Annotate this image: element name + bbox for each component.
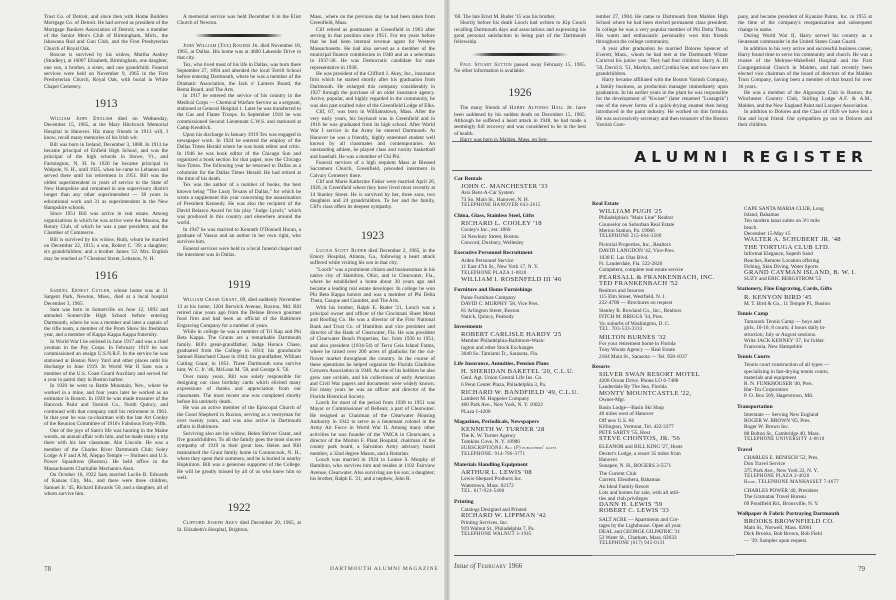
register-listing [592, 405, 732, 442]
listing-line: Cooley's Inc., est. 1860 [461, 227, 511, 234]
obit-paragraph: Trust Co. of Detroit, and since then with Home Builders Mortgage Co. of Detroit. He had served as president of the Mortgage Bankers Association of Detroit, was a member of the Senior Men's Club of Birmingham, Mich., the Ishawana Rod and Gun Club, and the First Presbyterian Church of Royal Oak. [44, 14, 168, 52]
register-bottom-rule [736, 554, 876, 555]
listing-line: Pictorial Properties, Inc., Realtors [599, 242, 671, 249]
listing-line: ties and club privileges [599, 495, 648, 502]
listing-line: SILVER SWAN RESORT MOTEL [599, 371, 700, 379]
listing-line: 11 East 47th St., New York 17, N. Y. [461, 264, 539, 271]
listing-line: DEAL and GEORGE GILPATRIC '31 [599, 528, 681, 535]
listing-line: Avis Rent-A-Car System [461, 190, 514, 197]
listing-line: Member Philadelphia-Baltimore-Wash- [461, 338, 545, 345]
listing-line: Home, TELEPHONE MANHASSET 7-4677 [744, 479, 839, 485]
left-column-2: A memorial service was held December 6 in the Eliot Church of Newton. John William (Tex) Rogers Jr. died November 18, 1965, at Dallas. His home was at 4600 Lakeside Drive in that city. Tex, who lived most of his life in Dallas, was born there September 27, 1894 and attended the local Terrill School before entering Dartmouth, where he was a member of the Dramatic Association, the Jack o' Lantern Board, the Bema Board, and The Arts. In 1917 he entered the service of his country in the Medical Corps — Chemical Warfare Service as a sergeant, stationed at General Hospital 1. Later he was transferred to the Gas and Flame Troops. In September 1918 he was commissioned Second Lieutenant C.W.S. and stationed at Camp Kendrick. Upon his discharge in January 1919 Tex was engaged in newspaper work. In 1924 he entered the employ of the Dallas Times Herald where he was book editor and critic. In 1946 he was book editor of the Chicago Sun and organized a book section for that paper, now the Chicago Sun-Times. The following year he returned to Dallas as a columnist for the Dallas Times Herald. He had retired at the time of his death. Tex was the author of a number of books, the best known being "The Lusty Texans of Dallas," for which he wrote a supplement this year concerning the assassination of President Kennedy. He was also the recipient of the David Belasco Award for his play "Judge Lynch," which was produced in this country and elsewhere around the world. In 1947 he was married to Kenneth O'Donnell Horan, a graduate of Vassar and an author in her own right, who survives him. Funeral services were held in a local funeral chapel and the interment was in Dallas. 1919 William Chase Grant, 69, died suddenly November 13 at his home, 1204 Berwick Avenue, Ruxton, Md. Bill retired nine years ago from the Delane Brown gourmet food firm and had been an official of the Baltimore Engraving Company for a number of years. While in college he was a member of Tri Kap and Phi Beta Kappa. The Grants are a remarkable Dartmouth family. Bill's great-grandfather, Judge Horace Chase, graduated from the College in 1814; his granduncle Samuel Blanchard Chase in 1844; his grandfather, William Cutting Grant, in 1851. Three Dartmouth sons survive him: W. C. Jr. '46, McLean M. '50, and George S. '56. Over many years, Bill was solely responsible for designing our class birthday cards which elicited many expressions of thanks and appreciation from our classmates. The most recent one was completed shortly before his untimely death. He was an active member of the Episcopal Church of the Good Shepherd in Ruxton, serving as a vestryman for over twenty years, and was also active in Dartmouth affairs in Baltimore. Surviving also are his widow, Helen Shriver Grant, and five grandchildren. To all the family goes the most sincere sympathy of 1919 in their great loss. Helen and Bill maintained the Grant family home in Contoocook, N. H., where they spent their summers, and he is buried in nearby Hopkinton. Bill was a generous supporter of the College. He will be greatly missed by all of us who knew him so well. 1922 Clifford Joseph Akey died December 20, 1965, at St. Elizabeth's Hospital, Brighton, [177, 14, 302, 533]
obit-paragraph: Bill is survived by his widow, Ruth, whom he married on December 22, 1915; a son, Robert C. '39; a daughter; six grandchildren; and a brother James '12. Mrs. English may be reached at 7 Chestnut Street, Lebanon, N. H. [44, 236, 168, 262]
listing-line: Va. suburbs of Washington, D. C. [599, 320, 670, 327]
listing-line: Tennis court construction of all types — [744, 362, 830, 369]
obit-paragraph: While in college he was a member of Tri Kap and Phi Beta Kappa. The Grants are a remarkable Dartmouth family. Bill's great-grandfather, Judge Horace Chase, graduated from the College in 1814; his granduncle Samuel Blanchard Chase in 1844; his grandfather, William Cutting Grant, in 1851. Three Dartmouth sons survive him: W. C. Jr. '46, McLean M. '50, and George S. '56. [177, 329, 301, 374]
listing-line: TED FRANKENBACH '52 [599, 280, 679, 288]
register-listing [737, 519, 877, 544]
obit-paragraph: Clif and Marie Katherine Fisher were married April 26, 1926, in Greenfield where they have lived most recently at 14 Stanley Street. He is survived by her, three sons, two daughters and 24 grandchildren. To her and the family, Clif's class offers its deepest sympathy. [310, 178, 435, 211]
register-listing [454, 184, 590, 209]
register-listing [454, 470, 590, 495]
listing-line: ROBERT CARLISLE HARDY '25 [461, 331, 562, 339]
obit-paragraph: Funeral services of a high requiem Mass at Blessed Sacrament Church, Greenfield, preceded interment in Calvary Cemetery there. [310, 159, 435, 179]
deceased-name: Paul Stuart Sutton [460, 61, 512, 68]
register-category-heading: Transportation [737, 403, 773, 410]
register-listing [592, 517, 732, 548]
register-title-rule [452, 170, 872, 171]
listing-line: Concord, Duxbury, Wellesley [461, 239, 524, 246]
listing-line: MONTY MOUNTCASTLE '22, [599, 389, 692, 397]
listing-line: The K. W. Turner Agency [461, 433, 516, 440]
listing-line: 1038 E. Las Olas Blvd. [599, 254, 649, 261]
register-listing [592, 444, 732, 469]
listing-line: Competent, complete real estate service [599, 267, 684, 274]
register-category-heading: Investments [454, 324, 483, 331]
listing-line: SUZY and ERIC BERGSTROM '55 [744, 276, 822, 283]
listing-line: Lambert M. Huppeler Company [461, 396, 530, 403]
register-top-rule [452, 141, 872, 142]
register-listing [592, 275, 732, 306]
register-listing [454, 332, 590, 357]
register-listing [737, 455, 877, 486]
register-listing [737, 412, 877, 443]
deceased-name: Lucius Scott Ruder [316, 247, 367, 254]
listing-line: An Ideal Family Resort [599, 483, 649, 490]
listing-line: Write JACK KENNEY '37, for folder. [744, 337, 825, 344]
listing-line: TELEPHONE: 914-786-3771 [461, 451, 526, 457]
section-divider [472, 53, 568, 56]
listing-line: 919 Walnut St., Philadelphia 7, Pa. [461, 525, 535, 532]
obit-paragraph: He was a member of the Algonquin Club in Boston, the Winchester Country Club, Stirling Lodge A.F. & A.M., Malden, and the New England Paint and Lacquer Association. [738, 90, 872, 109]
listing-line: Har-Tru Corporation [744, 387, 788, 394]
listing-line: Island, Bahamas [744, 212, 780, 219]
listing-line: TELEPHONE UNIVERSITY 4-8610 [744, 436, 825, 442]
class-year-heading: 1923 [361, 229, 384, 242]
listing-line: Lauderdale By The Sea, Florida [599, 384, 667, 391]
listing-line: WALTER A. SCHUBERT JR. '48 [744, 236, 841, 244]
register-listing [454, 390, 590, 415]
register-category-heading: Materials Handling Equipment [454, 461, 528, 468]
register-listing [592, 335, 732, 360]
listing-line: ROGER W. BROWN '05, Pres. [744, 418, 811, 425]
page-number: 78 [44, 565, 51, 573]
register-listing [454, 507, 590, 538]
obit-paragraph: Shortly before his death Looch had written to Kip Couch recalling Dartmouth days and associations and expressing his great personal satisfaction in being part of the Dartmouth fellowship. [454, 20, 586, 46]
register-category-heading: Printing [454, 498, 474, 505]
listing-line: December 15-May 15 [744, 230, 791, 237]
listing-line: Franconia, New Hampshire [744, 344, 803, 351]
register-column-3 [737, 204, 877, 544]
obit-paragraph: Clif, 67, was born in Williamstown, Mass. After the very early years, his boyhood was in Greenfield and in 1916 he was graduated from its high school. After World War I service in the Army he entered Dartmouth. At Hanover he was a friendly, highly esteemed student well known by all classmates and contemporaries. An outstanding athlete, he played class and varsity basketball and baseball. He was a member of Chi Phi. [310, 109, 435, 160]
listing-line: Realtors and Insurors [599, 287, 645, 294]
deceased-name: William Chase Grant [183, 297, 238, 304]
listing-line: CHARLES POWER '40, President [744, 488, 818, 495]
register-listing [592, 242, 732, 273]
listing-line: ROBERT C. LEWIS '33 [599, 507, 670, 515]
listing-line: Killington, Vermont, Tel. 422-3377 [599, 423, 674, 430]
register-category-heading: Tennis Courts [737, 354, 770, 361]
register-category-heading: Travel [737, 446, 753, 453]
listing-line: Natick, Quincy, Peabody [461, 313, 514, 320]
left-column-3: Mass., where on the previous day he had been taken from Greenfield, Mass. Clif retired as postmaster at Greenfield in 1963 after serving in that position since 1951. For ten years before that he had been internal revenue agent for Western Massachusetts. He had also served as a member of the municipal finance commission in 1940 and as a selectman in 1937-38. He was Democratic candidate for state representative in 1938. He was president of the Clifford J. Akey, Inc., insurance firm which he started shortly after his graduation from Dartmouth. He enlarged this company considerably in 1927 through the purchase of an older insurance agency. Active, popular, and highly regarded in the community, he was also past exalted ruler of the Greenfield Lodge of Elks. Clif, 67, was born in Williamstown, Mass. After the very early years, his boyhood was in Greenfield and in 1916 he was graduated from its high school. After World War I service in the Army he entered Dartmouth. At Hanover he was a friendly, highly esteemed student well known by all classmates and contemporaries. An outstanding athlete, he played class and varsity basketball and baseball. He was a member of Chi Phi. Funeral services of a high requiem Mass at Blessed Sacrament Church, Greenfield, preceded interment in Calvary Cemetery there. Clif and Marie Katherine Fisher were married April 26, 1926, in Greenfield where they have lived most recently at 14 Stanley Street. He is survived by her, three sons, two daughters and 24 grandchildren. To her and the family, Clif's class offers its deepest sympathy. 1923 Lucius Scott Ruder died December 2, 1965, in the Emory Hospital, Atlanta, Ga., following a heart attack suffered while visiting his son in that city. "Looch" was a prominent citizen and businessman in his native city of Hamilton, Ohio, and in Clearwater, Fla., where he established a home about 30 years ago and became a leading real estate developer. In college he won Phi Beta Kappa honors and was a member of Phi Delta Theta, Casque and Gauntlet, and The Arts. With his brother, Ralph E. Ruder '21, Looch was a principal owner and officer of the Cincinnati Sheet Metal and Roofing Co. He was a director of the First National Bank and Trust Co. of Hamilton and vice president and director of the Bank of Clearwater, Fla. He was president of Clearwater Beach Properties, Inc. from 1936 to 1951, and also president (1934-54) of Terra Ceia Island Farms, where he raised over 200 acres of gladiolus for the cut-flower market throughout the country. In the course of these operations he helped organize the Florida Gladiolus Growers Association in 1940. As one of his hobbies he also grew rare orchids, and his collections of early American and Civil War papers and documents were widely known. For many years he was an officer and director of the Florida Historical Society. Looch for most of the period from 1938 to 1951 was Mayor or Commissioner of Belleair, a part of Clearwater. He resigned as Chairman of the Clearwater Housing Authority in 1942 to serve as a lieutenant colonel in the Army Air Force in World War II. Among many other activities he was founder of the YMCA in Clearwater, a director of the Morton F. Plant Hospital, chairman of the county park board, a Salvation Army advisory board member, a 32nd degree Mason, and a Rotarian. Looch was married in 1924 to Louise S. Murphy of Hamilton, who survives him and resides at 1102 Fairview Avenue, Clearwater. Also surviving are his son; a daughter; his brother, Ralph E. '21; and a nephew, John R. [310, 14, 436, 483]
section-divider [195, 34, 283, 37]
obit-paragraph: pany, and became president of Kyanize Paints, Inc. in 1955 at the time of the company's reorganization and subsequent change in name. [738, 14, 872, 33]
right-column-3 [738, 14, 872, 128]
listing-line: Basin Lodge—Basin Ski Shop [599, 405, 664, 412]
listing-line: 40 miles west of Hanover [599, 411, 654, 418]
listing-line: 53 Water St., Chatham, Mass. 02633 [599, 535, 677, 542]
register-listing [737, 319, 877, 350]
class-year-heading: 1913 [94, 98, 118, 111]
listing-line: R. N. FUNKHOUSER '40, Pres. [744, 381, 813, 388]
listing-line: DAVID LANGDON '42, Vice-Pres. [599, 248, 675, 255]
listing-line: THE TORTUGA CLUB LTD. [744, 244, 831, 252]
listing-line: STEVE CHONTOS, JR. '56 [599, 435, 681, 443]
listing-line: 69 Pondfield Rd., Bronxville, N. Y. [744, 500, 819, 507]
register-listing [454, 295, 590, 320]
listing-line: 2184 Main St., Sarasota — Tel. 958-1037 [599, 353, 688, 360]
register-category-heading: Real Estate [592, 201, 619, 207]
listing-line: The Current Club [599, 471, 637, 478]
deceased-name: William John English [50, 116, 113, 123]
obit-paragraph: Clif retired as postmaster at Greenfield in 1963 after serving in that position since 1951. For ten years before that he had been internal revenue agent for Western Massachusetts. He had also served as a member of the municipal finance commission in 1940 and as a selectman in 1937-38. He was Democratic candidate for state representative in 1938. [310, 26, 435, 71]
right-column-1: '60. The late Ernst M. Ruder '15 was his brother. Shortly before his death Looch had written to Kip Couch recalling Dartmouth days and associations and expressing his great personal satisfaction in being part of the Dartmouth fellowship. Paul Stuart Sutton passed away February 15, 1965. No other information is available. 1926 The many friends of Harry Alfonso Hall Jr. have been saddened by his sudden death on December 15, 1965. Although he suffered a heart attack in 1948, he had made a seemingly full recovery and was considered to be in the best of health. [454, 14, 586, 143]
listing-line: 88 Bolton St., Cambridge 40, Mass. [744, 430, 821, 437]
class-year-heading: 1916 [94, 270, 118, 283]
register-title: ALUMNI REGISTER [634, 148, 868, 166]
obit-paragraph: In 1947 he was married to Kenneth O'Donnell Horan, a graduate of Vassar and an author in her own right, who survives him. [177, 226, 301, 246]
deceased-name: Harry Alfonso Hall Jr. [509, 105, 574, 112]
listing-line: TEL. 617-924-5400 [461, 488, 505, 494]
listing-line: 232-4700 — Brochures on request [599, 300, 673, 307]
listing-line: TELEPHONE HANOVER 643-2615 [461, 202, 541, 208]
register-column-2 [592, 197, 732, 548]
register-category-heading: Car Rentals [454, 176, 483, 182]
listing-line: TELEPHONE WALNUT 3-1945 [461, 531, 532, 537]
issue-date-footer: Issue of February 1966 [454, 562, 523, 570]
listing-line: Philadelphia's "Main Line" Realtor [599, 215, 674, 222]
listing-line: 4208 Ocean Drive. Phone LO 6-7488 [599, 378, 679, 385]
listing-line: Tamarack Tennis Camp — boys and [744, 319, 821, 326]
register-listing [592, 209, 732, 240]
deceased-name: John William (Tex) Rogers Jr. [183, 42, 259, 49]
obit-paragraph: Upon his discharge in January 1919 Tex was engaged in newspaper work. In 1924 he entered the employ of the Dallas Times Herald where he was book editor and critic. In 1946 he was book editor of the Chicago Sun and organized a book section for that paper, now the Chicago Sun-Times. The following year he returned to Dallas as a columnist for the Dallas Times Herald. He had retired at the time of his death. [177, 131, 301, 182]
obit-paragraph: "Looch" was a prominent citizen and businessman in his native city of Hamilton, Ohio, and in Clearwater, Fla., where he established a home about 30 years ago and became a leading real estate developer. In college he won Phi Beta Kappa honors and was a member of Phi Delta Theta, Casque and Gauntlet, and The Arts. [310, 266, 435, 305]
register-listing [454, 369, 590, 388]
page-number: 79 [858, 565, 865, 573]
register-category-heading: Magazines, Periodicals, Newspapers [454, 418, 539, 425]
listing-line: FITCH M. BRIGGS '34, Pres. [599, 314, 664, 321]
listing-line: WILLIAM PUGH '25 [599, 208, 663, 216]
obit-paragraph: '60. The late Ernst M. Ruder '15 was his brother. [454, 14, 556, 20]
obit-paragraph: Since 1951 Bill was active in real estate. Among organizations in which he was active were the Masons, the Rotary Club, of which he was a past president, and the Chamber of Commerce. [44, 211, 168, 237]
obit-paragraph: Harry became affiliated with the Boston Varnish Company, a family business, as production manager immediately upon graduation. In his earlier years in the plant he was responsible for the development of "Kwiset" (later renamed "Lustagrik") one of the newer forms of a quick-drying enamel then being introduced in the paint industry. He worked on this formula. He was successively secretary and then treasurer of the Boston Varnish Com- [596, 77, 728, 128]
register-category-heading: Wallpaper & Fabric Portraying Dartmouth [737, 510, 840, 517]
listing-line: Stanley R. Rowland Co., Inc., Realtors [599, 308, 682, 315]
listing-line: P. O. Box 569, Hagerstown, Md. [744, 393, 814, 400]
obit-paragraph: Funeral services were held in a local funeral chapel and the interment was in Dallas. [177, 245, 301, 259]
listing-line: specializing in fast-drying tennis courts, [744, 368, 829, 375]
listing-line: Tomkins Cove, N. Y. 10986 [461, 439, 520, 446]
register-listing [737, 206, 877, 243]
register-listing [592, 308, 732, 333]
listing-line: Main St., Norwell, Mass. 02061 [744, 525, 812, 532]
listing-line: 81 Arlington Street, Boston [461, 307, 520, 314]
listing-line: Paine Furniture Company [461, 295, 516, 302]
listing-line: CAPE SANTA MARIA CLUB, Long [744, 206, 824, 212]
obit-paragraph: Over many years, Bill was solely responsible for designing our class birthday cards which elicited many expressions of thanks and appreciation from our classmates. The most recent one was completed shortly before his untimely death. [177, 373, 301, 405]
listing-line: For your retirement home in Florida [599, 341, 676, 348]
register-bottom-rule [592, 555, 735, 556]
obit-paragraph: Mass., where on the previous day he had been taken from Greenfield, Mass. [310, 14, 435, 27]
listing-line: Merion Station, Pa. 19066 [599, 227, 655, 234]
listing-line: Lots and homes for sale, with all utili- [599, 489, 680, 496]
obit-paragraph: Surviving also are his widow, Helen Shriver Grant, and five grandchildren. To all the family goes the most sincere sympathy of 1919 in their great loss. Helen and Bill maintained the Grant family home in Contoocook, N. H., where they spent their summers, and he is buried in nearby Hopkinton. Bill was a generous supporter of the College. He will be greatly missed by all of us who knew him so well. [177, 430, 301, 481]
obit-paragraph: In 1917 he entered the service of his country in the Medical Corps — Chemical Warfare Service as a sergeant, stationed at General Hospital 1. Later he was transferred to the Gas and Flame Troops. In September 1918 he was commissioned Second Lieutenant C.W.S. and stationed at Camp Kendrick. [177, 93, 301, 132]
obit-paragraph: Looch for most of the period from 1938 to 1951 was Mayor or Commissioner of Belleair, a part of Clearwater. He resigned as Chairman of the Clearwater Housing Authority in 1942 to serve as a lieutenant colonel in the Army Air Force in World War II. Among many other activities he was founder of the YMCA in Clearwater, a director of the Morton F. Plant Hospital, chairman of the county park board, a Salvation Army advisory board member, a 32nd degree Mason, and a Rotarian. [310, 399, 435, 457]
obit-paragraph: Bill was born in Ireland, December 3, 1888. In 1913 he became principal of Enfield High School, and was the principal of the high schools in Stowe, Vt., and Farmington, N. H. In 1920 he became principal in Walpole, N. H., until 1925, when he came to Lebanon and served there until his retirement in 1951. Bill was the oldest superintendent in years of service to the State of New Hampshire and remained in one supervisory district longer than any other superintendent — 38 years in educational work and 31 as superintendent in the New Hampshire schools. [44, 141, 168, 211]
deceased-name: Clifford Joseph Akey [183, 520, 238, 527]
listing-line: RICHARD L. COOLEY '18 [461, 220, 542, 228]
register-listing [737, 295, 877, 307]
obit-paragraph: One of the joys of Sam's life was hunting in the Maine woods, an annual affair with him, and he made many a trip there with his late classmate, Abe Lincoln. He was a member of the Charles River Dartmouth Club; Soley Lodge A F and A M, Aleppo Temple — Shriners and U.S. Power Squadrons (Boston). He held office in the Massachusetts Charitable Mechanics Assn. [44, 427, 168, 472]
listing-line: KENNETH W. TURNER '28 [461, 425, 545, 433]
obit-paragraph: A memorial service was held December 6 in the Eliot Church of Newton. [177, 14, 301, 27]
listing-line: Catalogs Designed and Printed [461, 507, 527, 514]
register-listing [592, 372, 732, 403]
listing-line: struction; July or August sessions. [744, 331, 817, 338]
listing-line: beach. [744, 224, 758, 231]
register-bottom-rule [454, 555, 594, 556]
obit-paragraph: Tex was the author of a number of books, the best known being "The Lusty Texans of Dallas," for which he wrote a supplement this year concerning the assassination of President Kennedy. He was also the recipient of the David Belasco Award for his play "Judge Lynch," which was produced in this country and elsewhere around the world. [177, 182, 301, 227]
listing-line: Fishing, Skin Diving, Water Sports [744, 263, 819, 270]
obit-paragraph: He was an active member of the Episcopal Church of the Good Shepherd in Ruxton, serving as a vestryman for over twenty years, and was also active in Dartmouth affairs in Baltimore. [177, 405, 301, 431]
obit-paragraph: Roscoe is survived by his widow, Martha Audrey (Stradley), at 16007 Elizabeth, Birmingham, one daughter, one son, a brother, a sister, and one grandchild. Funeral services were held on November 9, 1965 in the First Presbyterian Church, Royal Oak, with burial in White Chapel Cemetery. [44, 52, 168, 90]
obit-paragraph: With his brother, Ralph E. Ruder '21, Looch was a principal owner and officer of the Cincinnati Sheet Metal and Roofing Co. He was a director of the First National Bank and Trust Co. of Hamilton and vice president and director of the Bank of Clearwater, Fla. He was president of Clearwater Beach Properties, Inc. from 1936 to 1951, and also president (1934-54) of Terra Ceia Island Farms, where he raised over 200 acres of gladiolus for the cut-flower market throughout the country. In the course of these operations he helped organize the Florida Gladiolus Growers Association in 1940. As one of his hobbies he also grew rare orchids, and his collections of early American and Civil War papers and documents were widely known. For many years he was an officer and director of the Florida Historical Society. [310, 304, 435, 400]
obit-paragraph: Sam was born in Somerville on June 12, 1892 and attended Somerville High School before entering Dartmouth, where he was a member and later a captain of the rifle team, a member of the Prom Show his freshman year, and a member of Kappa Kappa Kappa fraternity. [44, 307, 168, 339]
register-listing [737, 488, 877, 507]
listing-line: 73 So. Main St., Hanover, N. H. [461, 196, 530, 203]
register-category-heading: Life Insurance, Annuities, Pension Plans [454, 361, 549, 368]
listing-line: Current, Eleuthera, Bahamas [599, 477, 661, 484]
listing-line: MILTON BURNES '32 [599, 334, 667, 342]
register-category-heading: Executive Personnel Recruitment [454, 250, 533, 257]
listing-line: H. SHERIDAN BAKETEL '20, C.L.U. [461, 368, 574, 376]
listing-line: Don Travel Service [744, 461, 786, 468]
listing-line: CHARLES E. BENISCH '52, Pres. [744, 455, 819, 462]
deceased-name: Samuel Ernest Cutler [50, 288, 110, 295]
listing-line: 6 Penn Center Plaza, Philadelphia 3, Pa. [461, 381, 547, 388]
register-listing [592, 471, 732, 514]
left-page [0, 0, 446, 600]
listing-line: 3640 So. Tamiami Tr., Sarasota, Fla. [461, 350, 539, 357]
listing-line: Hanover [599, 456, 618, 463]
listing-line: Watertown, Mass. 02172 [461, 482, 514, 489]
register-listing [737, 245, 877, 282]
listing-line: Tony Woods Agency — Real Estate [599, 347, 676, 354]
listing-line: tages by the Lighthouse. Open all year. [599, 522, 682, 529]
listing-line: Lewis-Shepard Products Inc. [461, 476, 523, 483]
right-column-2 [596, 14, 728, 128]
listing-line: RICHARD W. LIPPMAN '42 [461, 512, 547, 520]
listing-line: Dick Brooks, Bob Brown, Bob Field [744, 531, 822, 538]
listing-line: 400 Park Ave., New York, N. Y. 10022 [461, 402, 543, 409]
obit-paragraph: In 1920 he went to Battle Mountain, Nev., where he worked in a mine, and four years later he worked as an estimator in Boston. In 1928 he was made treasurer of the Hancock Paint and Varnish Co., North Quincy, and continued with that company until his retirement in 1961. In that year he was co-chairman with the late Art Conley of the Reunion Committee of 1916's Fabulous Forty-Fifth. [44, 383, 168, 428]
register-listing [737, 362, 877, 399]
listing-line: ington and other Stock Exchanges [461, 344, 534, 351]
register-listing [454, 427, 590, 458]
magazine-name-footer: DARTMOUTH ALUMNI MAGAZINE [330, 566, 439, 572]
listing-line: DANN H. LEWIS '59 [599, 501, 663, 509]
register-category-heading: Stationery, Fine Engraving, Cards, Gifts [737, 286, 832, 293]
listing-line: Off new U.S. #4 [599, 417, 634, 424]
obit-paragraph: In World War I he enlisted in June 1917 and was a chief yeoman in the Pay Corps. In February 1919 he was commissioned an ensign U.S.N.R.F. In the service he was stationed at Boston Navy Yard and other places until his discharge in June 1919. In World War II Sam was a member of the U.S. Coast Guard Auxiliary and served for a year in patrol duty in Boston harbor. [44, 338, 168, 383]
listing-line: TELEPHONE (617) 945-0131 [599, 541, 666, 547]
listing-line: Ten modern lanai suites on 3½ mile [744, 218, 820, 225]
listing-line: PLaza 1-4200 [461, 408, 491, 415]
listing-line: materials and equipment [744, 374, 797, 381]
left-column-1: Trust Co. of Detroit, and since then with Home Builders Mortgage Co. of Detroit. He had served as president of the Mortgage Bankers Association of Detroit, was a member of the Senior Men's Club of Birmingham, Mich., the Ishawana Rod and Gun Club, and the First Presbyterian Church of Royal Oak. Roscoe is survived by his widow, Martha Audrey (Stradley), at 16007 Elizabeth, Birmingham, one daughter, one son, a brother, a sister, and one grandchild. Funeral services were held on November 9, 1965 in the First Presbyterian Church, Royal Oak, with burial in White Chapel Cemetery. 1913 William John English died on Wednesday, December 15, 1965, at the Mary Hitchcock Memorial Hospital in Hanover. His many friends in 1913 will, I know, recall many memories of his Irish wit. Bill was born in Ireland, December 3, 1888. In 1913 he became principal of Enfield High School, and was the principal of the high schools in Stowe, Vt., and Farmington, N. H. In 1920 he became principal in Walpole, N. H., until 1925, when he came to Lebanon and served there until his retirement in 1951. Bill was the oldest superintendent in years of service to the State of New Hampshire and remained in one supervisory district longer than any other superintendent — 38 years in educational work and 31 as superintendent in the New Hampshire schools. Since 1951 Bill was active in real estate. Among organizations in which he was active were the Masons, the Rotary Club, of which he was a past president, and the Chamber of Commerce. Bill is survived by his widow, Ruth, whom he married on December 22, 1915; a son, Robert C. '39; a daughter; six grandchildren; and a brother James '12. Mrs. English may be reached at 7 Chestnut Street, Lebanon, N. H. 1916 Samuel Ernest Cutler, whose home was at 31 Sargent Park, Newton, Mass., died at a local hospital December 3, 1965. Sam was born in Somerville on June 12, 1892 and attended Somerville High School before entering Dartmouth, where he was a member and later a captain of the rifle team, a member of the Prom Show his freshman year, and a member of Kappa Kappa Kappa fraternity. In World War I he enlisted in June 1917 and was a chief yeoman in the Pay Corps. In February 1919 he was commissioned an ensign U.S.N.R.F. In the service he was stationed at Boston Navy Yard and other places until his discharge in June 1919. In World War II Sam was a member of the U.S. Coast Guard Auxiliary and served for a year in patrol duty in Boston harbor. In 1920 he went to Battle Mountain, Nev., where he worked in a mine, and four years later he worked as an estimator in Boston. In 1928 he was made treasurer of the Hancock Paint and Varnish Co., North Quincy, and continued with that company until his retirement in 1961. In that year he was co-chairman with the late Art Conley of the Reunion Committee of 1916's Fabulous Forty-Fifth. One of the joys of Sam's life was hunting in the Maine woods, an annual affair with him, and he made many a trip there with his late classmate, Abe Lincoln. He was a member of the Charles River Dartmouth Club; Soley Lodge A F and A M, Aleppo Temple — Shriners and U.S. Power Squadrons (Boston). He held office in the Massachusetts Charitable Mechanics Assn. On October 16, 1922 Sam married Lucile B. Edwards of Kansas City, Mo., and there were three children, Samuel Jr. '45, Richard Edwards '50, and a daughter, all of whom survive him. [44, 14, 168, 498]
listing-line: RICHARD W. BANDFIELD '49, C.L.U. [461, 388, 579, 396]
listing-line: Beaches, Remote Location offering [744, 257, 820, 264]
listing-line: The Gramatan Travel Bureau [744, 494, 806, 501]
listing-line: R. KENYON BIRD '45 [744, 293, 812, 301]
listing-line: TELEPHONE PLAZA 1-0820 [461, 270, 527, 276]
listing-line: Ft. Lauderdale, Fla. 522-2826 [599, 260, 663, 267]
class-year-heading: 1922 [227, 502, 251, 515]
obit-paragraph: In addition to his very active and successful business career, Harry found time to serve his community and church. He was a trustee of the Melrose-Wakefield Hospital and the First Congregational Church in Malden, and had recently been elected vice chairman of the board of directors of the Malden Trust Company, having been a member of that board for over 36 years. [738, 45, 872, 90]
listing-line: 375 Park Ave., New York 22, N. Y. [744, 467, 818, 474]
obit-paragraph: During World War II, Harry served his country as a lieutenant commander in the United States Coast Guard. [738, 33, 872, 46]
listing-line: Printing Services, Inc. [461, 519, 509, 526]
obit-paragraph: He was president of the Clifford J. Akey, Inc., insurance firm which he started shortly after his graduation from Dartmouth. He enlarged this company considerably in 1927 through the purchase of an older insurance agency. Active, popular, and highly regarded in the community, he was also past exalted ruler of the Greenfield Lodge of Elks. [310, 71, 435, 109]
listing-line: Sunapee, N. H., ROGERS 3-5571 [599, 462, 672, 469]
listing-line: Dexter's Lodge, a resort 35 miles from [599, 450, 681, 457]
register-listing [454, 258, 590, 283]
listing-line: TELEPHONE PLAZA 2-4020 [744, 473, 810, 479]
listing-line: — '39. Samples upon request. [744, 537, 808, 544]
listing-line: TEL. 703-533-3333 [599, 326, 643, 332]
register-column-1 [454, 172, 590, 538]
listing-line: PETE SARTY '55, Host [599, 429, 651, 436]
listing-line: SALT ACRE — Apartments and Cot- [599, 516, 679, 523]
listing-line: Roger W. Brown Inc. [744, 424, 790, 431]
listing-line: Owner-Mgr. [599, 396, 626, 403]
listing-line: JOHN C. MANCHESTER '33 [461, 183, 548, 191]
register-category-heading: Tennis Camp [737, 311, 769, 318]
listing-line: Genl. Agt. Union Central Life Ins. Co. [461, 375, 543, 382]
listing-line: DAVID C. MURPHY '58, Vice Pres. [461, 301, 539, 308]
obit-paragraph: On October 16, 1922 Sam married Lucile B. Edwards of Kansas City, Mo., and there were three children, Samuel Jr. '45, Richard Edwards '50, and a daughter, all of whom survive him. [44, 472, 168, 498]
obit-paragraph: Looch was married in 1924 to Louise S. Murphy of Hamilton, who survives him and resides at 1102 Fairview Avenue, Clearwater. Also surviving are his son; a daughter; his brother, Ralph E. '21; and a nephew, John R. [310, 457, 435, 483]
obit-paragraph: tember 27, 1904. He came to Dartmouth from Malden High School where he had been elected permanent class president. In college he was a very popular member of Phi Delta Theta. His warm and enthusiastic personality won him friends throughout the college community. [596, 14, 728, 46]
register-category-heading: Furniture and Home Furnishings [454, 287, 533, 294]
listing-line: ELEANOR and BILL KING '27, Hosts [599, 444, 683, 451]
listing-line: M. T. Bird & Co., 11 Temple Pl., Boston [744, 300, 830, 307]
listing-line: WILLIAM I. ROSENFELD III '46 [461, 275, 562, 283]
class-year-heading: 1926 [508, 87, 532, 100]
listing-line: GRAND CAYMAN ISLAND, B. W. I. [744, 269, 856, 277]
obit-paragraph: In addition to Dolores and the Class of 1926 we have lost a fine and loyal friend. Our sympathies go out to Dolores and their children. [738, 109, 872, 128]
listing-line: Arden Personnel Service [461, 258, 514, 265]
obit-paragraph: A year after graduation he married Dolores Spencer of Everett, Mass., whom he had met at the Dartmouth Winter Carnival his junior year. They had four children: Harry A. III '50, David S. '51, Marilyn, and Cynthia Sue; and now have ten grandchildren. [596, 45, 728, 78]
listing-line: ARTHUR L. LEWIS '08 [461, 469, 532, 477]
listing-line: 115 Elm Street, Westfield, N. J. [599, 293, 666, 300]
listing-line: Informal Elegance, Superb Sand [744, 251, 813, 258]
register-category-heading: China, Glass, Stainless Steel, Gifts [454, 213, 535, 220]
listing-line: PEARSALL & FRANKENBACH, INC. [599, 274, 715, 282]
listing-line: girls, 10-16; 8 courts; 4 hours daily in- [744, 325, 826, 332]
listing-line: Counselor on Suburban Real Estate [599, 221, 675, 228]
listing-line: 34 Newbury Street, Boston [461, 233, 519, 240]
listing-line: SUBSCRIPTIONS: All (P) publishers' rates [461, 445, 557, 451]
register-listing [454, 221, 590, 246]
listing-line: Interstate — Serving New England [744, 411, 819, 418]
class-year-heading: 1919 [227, 279, 251, 292]
listing-line: TELEPHONE 215-664-3500 [599, 234, 662, 240]
register-category-heading: Resorts [592, 363, 610, 370]
obit-paragraph: Tex, who lived most of his life in Dallas, was born there September 27, 1894 and attended the local Terrill School before entering Dartmouth, where he was a member of the Dramatic Association, the Jack o' Lantern Board, the Bema Board, and The Arts. [177, 61, 301, 94]
listing-line: BROOKS BROWNFIELD CO. [744, 517, 835, 525]
